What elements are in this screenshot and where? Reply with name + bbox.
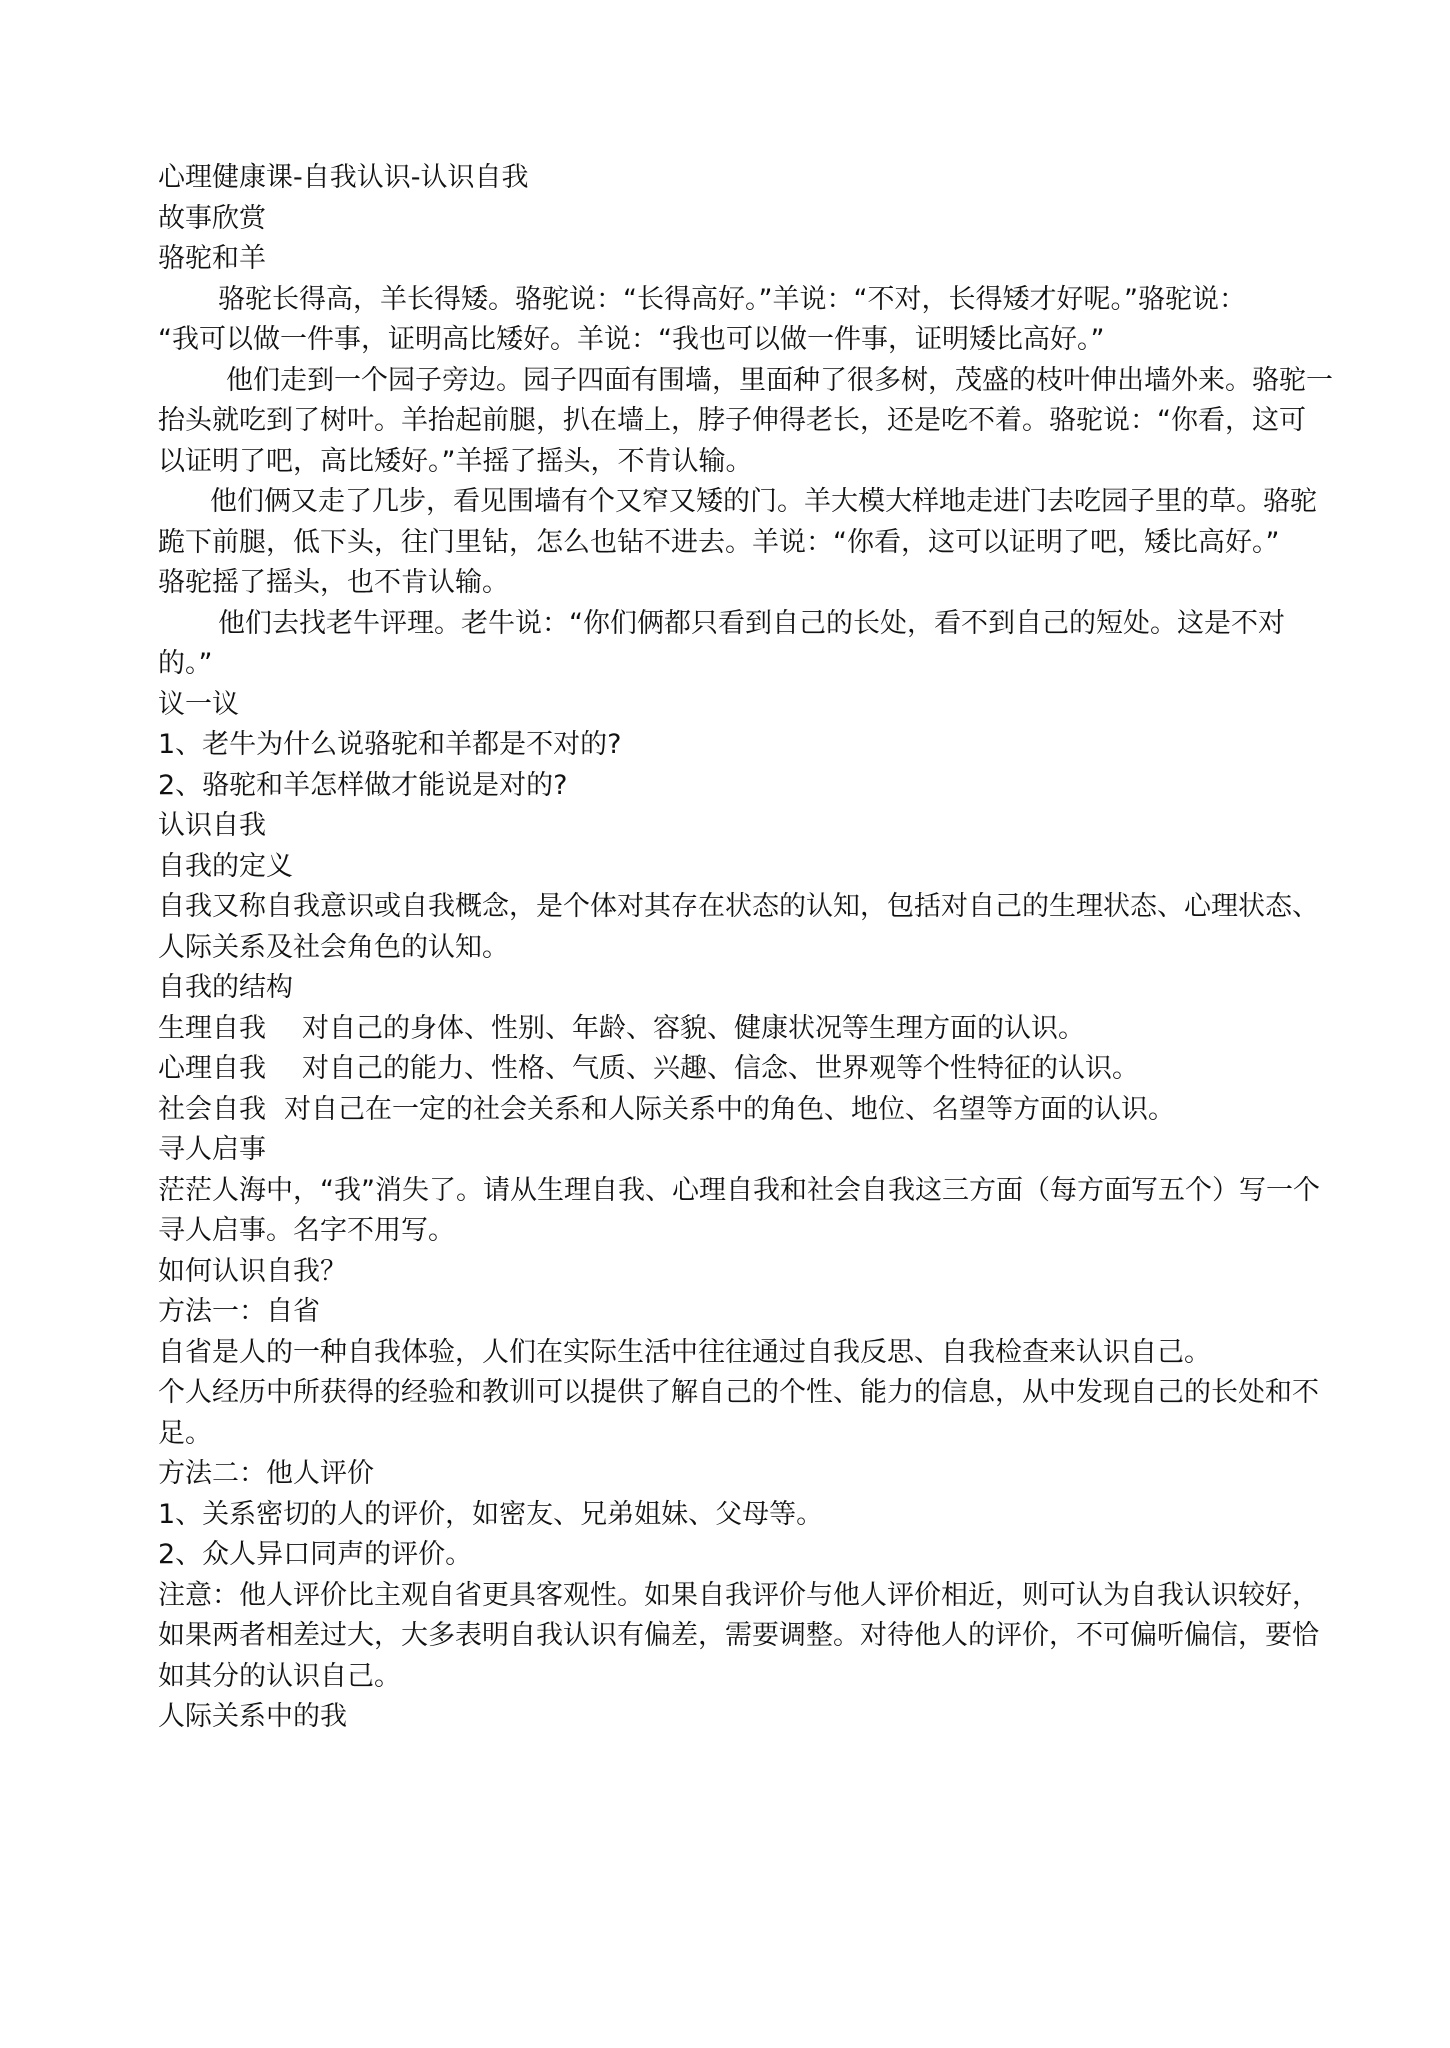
story-paragraph-3-line-1: 他们俩又走了几步，看见围墙有个又窄又矮的门。羊大模大样地走进门去吃园子里的草。骆驼 (210, 486, 1317, 517)
structure-physical-text: 对自己的身体、性别、年龄、容貌、健康状况等生理方面的认识。 (302, 1012, 1085, 1044)
section-heading-know-self: 认识自我 (158, 810, 266, 841)
notice-line-2: 寻人启事。名字不用写。 (158, 1215, 455, 1246)
document-title: 心理健康课-自我认识-认识自我 (158, 162, 529, 193)
definition-line-2: 人际关系及社会角色的认知。 (158, 931, 509, 963)
story-paragraph-2-line-1: 他们走到一个园子旁边。园子四面有围墙，里面种了很多树，茂盛的枝叶伸出墙外来。骆驼一 (226, 364, 1333, 396)
story-paragraph-1-line-1: 骆驼长得高，羊长得矮。骆驼说：“长得高好。”羊说：“不对，长得矮才好呢。”骆驼说： (218, 283, 1246, 315)
story-paragraph-2-line-3: 以证明了吧，高比矮好。”羊摇了摇头，不肯认输。 (158, 445, 753, 477)
discuss-question-1: 1、老牛为什么说骆驼和羊都是不对的? (158, 729, 622, 760)
method-1-line-2: 个人经历中所获得的经验和教训可以提供了解自己的个性、能力的信息，从中发现自己的长处和不 (158, 1377, 1319, 1408)
note-line-2: 如果两者相差过大，大多表明自我认识有偏差，需要调整。对待他人的评价，不可偏听偏信，要恰 (158, 1620, 1319, 1651)
note-line-1: 注意：他人评价比主观自省更具客观性。如果自我评价与他人评价相近，则可认为自我认识较好， (158, 1579, 1319, 1611)
discuss-question-2: 2、骆驼和羊怎样做才能说是对的? (158, 769, 568, 801)
method-1-line-1: 自省是人的一种自我体验，人们在实际生活中往往通过自我反思、自我检查来认识自己。 (158, 1336, 1211, 1368)
story-paragraph-4-line-1: 他们去找老牛评理。老牛说：“你们俩都只看到自己的长处，看不到自己的短处。这是不对 (218, 607, 1285, 639)
method-2-item-2: 2、众人异口同声的评价。 (158, 1539, 473, 1570)
subheading-definition: 自我的定义 (158, 850, 293, 882)
story-paragraph-3-line-2: 跪下前腿，低下头，往门里钻，怎么也钻不进去。羊说：“你看，这可以证明了吧，矮比高好。” (158, 526, 1280, 558)
definition-line-1: 自我又称自我意识或自我概念，是个体对其存在状态的认知，包括对自己的生理状态、心理状态、 (158, 891, 1319, 922)
method-1-heading: 方法一：自省 (158, 1296, 320, 1327)
structure-psychological (158, 1049, 1308, 1090)
structure-physical-label: 生理自我 (158, 1012, 266, 1044)
story-title: 骆驼和羊 (158, 243, 266, 274)
method-2-heading: 方法二：他人评价 (158, 1458, 374, 1489)
structure-social-label: 社会自我 (158, 1093, 266, 1125)
structure-physical (158, 1009, 1308, 1050)
notice-line-1: 茫茫人海中，“我”消失了。请从生理自我、心理自我和社会自我这三方面（每方面写五个）写一个 (158, 1174, 1320, 1206)
subheading-structure: 自我的结构 (158, 972, 293, 1003)
subheading-interpersonal-self: 人际关系中的我 (158, 1701, 347, 1732)
subheading-how-to-know: 如何认识自我？ (158, 1255, 347, 1287)
story-paragraph-4-line-2: 的。” (158, 648, 213, 679)
section-heading-discuss: 议一议 (158, 688, 239, 720)
document-body (158, 158, 1333, 1738)
note-line-3: 如其分的认识自己。 (158, 1660, 401, 1692)
story-paragraph-2-line-2: 抬头就吃到了树叶。羊抬起前腿，扒在墙上，脖子伸得老长，还是吃不着。骆驼说：“你看，这可 (158, 405, 1306, 436)
structure-social (158, 1090, 1308, 1131)
structure-psychological-text: 对自己的能力、性格、气质、兴趣、信念、世界观等个性特征的认识。 (302, 1053, 1139, 1084)
structure-psychological-label: 心理自我 (158, 1053, 266, 1084)
story-paragraph-3-line-3: 骆驼摇了摇头，也不肯认输。 (158, 567, 509, 598)
story-paragraph-1-line-2: “我可以做一件事，证明高比矮好。羊说：“我也可以做一件事，证明矮比高好。” (158, 324, 1105, 355)
subheading-missing-notice: 寻人启事 (158, 1134, 266, 1165)
method-1-line-3: 足。 (158, 1417, 212, 1449)
section-heading-story: 故事欣赏 (158, 202, 266, 234)
structure-social-text: 对自己在一定的社会关系和人际关系中的角色、地位、名望等方面的认识。 (284, 1093, 1175, 1125)
method-2-item-1: 1、关系密切的人的评价，如密友、兄弟姐妹、父母等。 (158, 1498, 824, 1530)
